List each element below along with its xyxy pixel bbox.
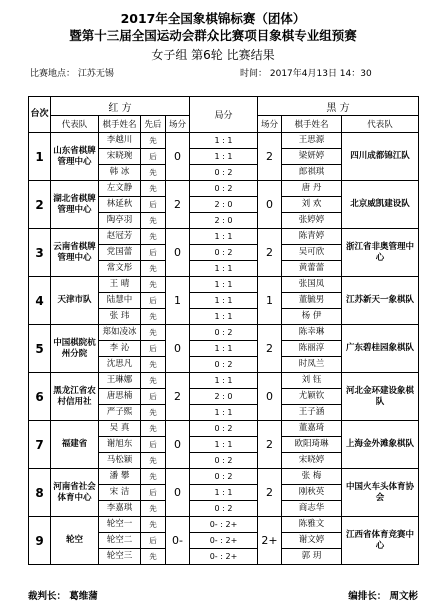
red-points: 0 [166,325,190,373]
game-score: 1 : 1 [190,293,257,309]
red-points: 0 [166,229,190,277]
black-points: 2 [258,421,282,469]
black-player: 欧阳琦琳 [282,437,341,453]
red-first-tag: 先 [149,264,157,273]
black-player-cell [282,517,342,565]
header-red-side: 红 方 [51,97,190,116]
black-player: 刚秋英 [282,485,341,501]
header-red-player: 棋手姓名 [99,116,141,133]
game-score-cell [190,421,258,469]
table-row [29,325,419,373]
game-score: 1 : 1 [190,133,257,149]
red-first-tag-cell [141,469,166,517]
black-player: 陈雅文 [282,517,341,533]
black-player: 刘 欢 [282,197,341,213]
red-player: 马松颖 [106,455,133,465]
black-team: 北京威凯建设队 [342,181,419,229]
game-score: 0 : 2 [214,360,233,369]
table-row [29,469,419,517]
black-player: 张 梅 [282,469,341,485]
red-first-tag: 后 [141,437,165,453]
game-score: 1 : 1 [190,437,257,453]
round-number: 1 [29,133,51,181]
black-team: 河北金环建设象棋队 [342,373,419,421]
black-player: 郭 玥 [301,551,322,561]
red-player: 赵冠芳 [99,229,140,245]
game-score-cell [190,229,258,277]
round-number: 7 [29,421,51,469]
table-row [29,421,419,469]
red-points: 0 [166,469,190,517]
red-team: 山东省棋牌管理中心 [51,133,99,181]
red-first-tag: 后 [141,293,165,309]
red-team: 湖北省棋牌管理中心 [51,181,99,229]
black-points: 2+ [258,517,282,565]
red-first-tag: 先 [149,456,157,465]
black-player: 陈幸琳 [282,325,341,341]
game-score: 0 : 2 [214,456,233,465]
black-player: 董毓男 [282,293,341,309]
red-player: 韩 冰 [109,167,130,177]
game-score: 0- : 2+ [190,533,257,549]
red-player-cell [99,469,141,517]
red-team: 轮空 [51,517,99,565]
red-first-tag: 先 [141,469,165,485]
game-score: 1 : 1 [190,229,257,245]
red-first-tag: 后 [141,245,165,261]
game-score: 0 : 2 [190,181,257,197]
red-first-tag-cell [141,277,166,325]
red-first-tag: 先 [141,517,165,533]
game-score: 1 : 1 [190,373,257,389]
red-first-tag: 先 [149,168,157,177]
red-first-tag: 后 [141,149,165,165]
game-score: 0- : 2+ [190,517,257,533]
red-player: 李嘉琪 [106,503,133,513]
red-first-tag: 先 [149,216,157,225]
black-points: 0 [258,373,282,421]
game-score-cell [190,181,258,229]
red-first-tag-cell [141,373,166,421]
red-player: 宋晓琬 [99,149,140,165]
red-first-tag: 后 [141,485,165,501]
round-number: 3 [29,229,51,277]
red-player: 轮空一 [99,517,140,533]
game-score: 1 : 1 [190,341,257,357]
black-player-cell [282,325,342,373]
red-first-tag-cell [141,133,166,181]
red-player-cell [99,421,141,469]
round-number: 4 [29,277,51,325]
red-first-tag-cell [141,517,166,565]
red-player: 吴 真 [99,421,140,437]
red-first-tag: 先 [149,408,157,417]
game-score: 1 : 1 [214,264,233,273]
header-red-points: 场分 [166,116,190,133]
game-score: 2 : 0 [190,197,257,213]
black-player: 谢文婷 [282,533,341,549]
red-player: 王 晴 [99,277,140,293]
black-player: 吴可欣 [282,245,341,261]
game-score-cell [190,517,258,565]
black-player-cell [282,277,342,325]
red-points: 1 [166,277,190,325]
black-player: 黄蕾蕾 [298,263,325,273]
black-player: 张国凤 [282,277,341,293]
table-row [29,373,419,421]
red-team: 福建省 [51,421,99,469]
red-first-tag: 先 [141,133,165,149]
red-first-tag: 先 [141,229,165,245]
black-points: 1 [258,277,282,325]
black-team: 江西省体育竞赛中心 [342,517,419,565]
round-number: 9 [29,517,51,565]
black-player: 王思源 [282,133,341,149]
red-player-cell [99,181,141,229]
red-points: 0 [166,133,190,181]
meta-line [30,66,426,79]
game-score: 0 : 2 [190,421,257,437]
red-points: 0- [166,517,190,565]
red-first-tag: 后 [141,389,165,405]
black-team: 四川成都锦江队 [342,133,419,181]
red-player-cell [99,373,141,421]
red-first-tag: 先 [149,552,157,561]
red-first-tag: 先 [149,504,157,513]
red-player-cell [99,325,141,373]
red-player: 李 沁 [99,341,140,357]
red-player: 左文静 [99,181,140,197]
black-player: 尤颖钦 [282,389,341,405]
table-row [29,277,419,325]
black-player-cell [282,421,342,469]
red-first-tag: 先 [141,181,165,197]
black-player-cell [282,469,342,517]
header-round: 台次 [29,97,51,133]
red-first-tag-cell [141,229,166,277]
red-player: 轮空三 [106,551,133,561]
game-score-cell [190,277,258,325]
header-black-points: 场分 [258,116,282,133]
red-team: 黑龙江省农村信用社 [51,373,99,421]
red-first-tag: 先 [141,325,165,341]
round-number: 5 [29,325,51,373]
black-player: 宋晓婷 [298,455,325,465]
game-score: 0- : 2+ [209,552,238,561]
red-player-cell [99,229,141,277]
red-player: 党国蕾 [99,245,140,261]
red-first-tag-cell [141,325,166,373]
black-player: 商志华 [298,503,325,513]
black-player-cell [282,229,342,277]
game-score: 1 : 1 [190,277,257,293]
location-text: 比赛地点： 江苏无锡 [30,69,114,79]
black-player-cell [282,133,342,181]
red-player: 潘 攀 [99,469,140,485]
red-first-tag: 先 [149,312,157,321]
title-line-2: 暨第十三届全国运动会群众比赛项目象棋专业组预赛 [69,28,357,43]
header-score: 局分 [190,97,258,133]
table-row [29,517,419,565]
red-player: 陶亭羽 [106,215,133,225]
black-points: 2 [258,229,282,277]
game-score: 1 : 1 [190,485,257,501]
footer [28,588,418,602]
black-points: 2 [258,469,282,517]
black-team: 浙江省非奥管理中心 [342,229,419,277]
title-line-1: 2017年全国象棋锦标赛（团体） [120,11,306,26]
red-team: 天津市队 [51,277,99,325]
red-player: 郑如凌冰 [99,325,140,341]
red-first-tag-cell [141,421,166,469]
red-player: 谢旭东 [99,437,140,453]
black-player: 郎祺琪 [298,167,325,177]
black-player: 张婷婷 [298,215,325,225]
red-first-tag-cell [141,181,166,229]
black-player-cell [282,373,342,421]
black-team: 中国火车头体育协会 [342,469,419,517]
game-score-cell [190,133,258,181]
red-player-cell [99,133,141,181]
red-first-tag: 先 [141,421,165,437]
black-team: 广东碧桂园象棋队 [342,325,419,373]
red-player: 林延秋 [99,197,140,213]
red-first-tag: 后 [141,341,165,357]
black-player: 时凤兰 [298,359,325,369]
red-player: 张 玮 [109,311,130,321]
red-team: 云南省棋牌管理中心 [51,229,99,277]
black-points: 2 [258,325,282,373]
black-player-cell [282,181,342,229]
round-number: 8 [29,469,51,517]
red-team: 中国棋院杭州分院 [51,325,99,373]
black-player: 刘 钰 [282,373,341,389]
game-score: 0 : 2 [190,325,257,341]
game-score: 0 : 2 [190,245,257,261]
red-first-tag: 先 [141,277,165,293]
table-row [29,229,419,277]
header-black-side: 黑 方 [258,97,419,116]
game-score: 1 : 1 [190,149,257,165]
game-score: 1 : 1 [214,408,233,417]
red-player: 李越川 [99,133,140,149]
game-score-cell [190,325,258,373]
red-player-cell [99,277,141,325]
header-black-team: 代表队 [342,116,419,133]
table-row [29,181,419,229]
red-player: 严子熙 [106,407,133,417]
recorder-text: 编排长： 周文彬 [348,591,418,602]
round-subtitle: 女子组 第6轮 比赛结果 [151,48,275,62]
game-score: 0 : 2 [190,469,257,485]
black-player: 杨 伊 [301,311,322,321]
red-points: 2 [166,181,190,229]
game-score: 2 : 0 [214,216,233,225]
header-red-first: 先后 [141,116,166,133]
header-black-player: 棋手姓名 [282,116,342,133]
red-first-tag: 后 [141,197,165,213]
referee-text: 裁判长： 葛维蒲 [28,591,98,602]
red-points: 0 [166,421,190,469]
red-player: 轮空二 [99,533,140,549]
game-score: 0 : 2 [214,168,233,177]
game-score-cell [190,469,258,517]
time-text: 时间： 2017年4月13日 14：30 [240,69,372,79]
red-player: 唐思楠 [99,389,140,405]
game-score: 1 : 1 [214,312,233,321]
red-first-tag: 后 [141,533,165,549]
black-player: 陈丽淳 [282,341,341,357]
black-points: 0 [258,181,282,229]
red-player-cell [99,517,141,565]
black-player: 唐 丹 [282,181,341,197]
header-red-team: 代表队 [51,116,99,133]
red-player: 王琳娜 [99,373,140,389]
black-player: 梁妍婷 [282,149,341,165]
black-team: 江苏新天一象棋队 [342,277,419,325]
red-player: 常文彤 [106,263,133,273]
black-player: 陈青婷 [282,229,341,245]
table-row [29,133,419,181]
red-player: 沈思凡 [106,359,133,369]
game-score: 0 : 2 [214,504,233,513]
red-points: 2 [166,373,190,421]
red-first-tag: 先 [149,360,157,369]
black-points: 2 [258,133,282,181]
results-table [28,96,419,565]
red-team: 河南省社会体育中心 [51,469,99,517]
round-number: 6 [29,373,51,421]
black-player: 王子涵 [298,407,325,417]
game-score-cell [190,373,258,421]
game-score: 2 : 0 [190,389,257,405]
red-player: 宋 洁 [99,485,140,501]
red-first-tag: 先 [141,373,165,389]
round-number: 2 [29,181,51,229]
black-player: 董嘉琦 [282,421,341,437]
red-player: 陆慧中 [99,293,140,309]
black-team: 上海金外滩象棋队 [342,421,419,469]
